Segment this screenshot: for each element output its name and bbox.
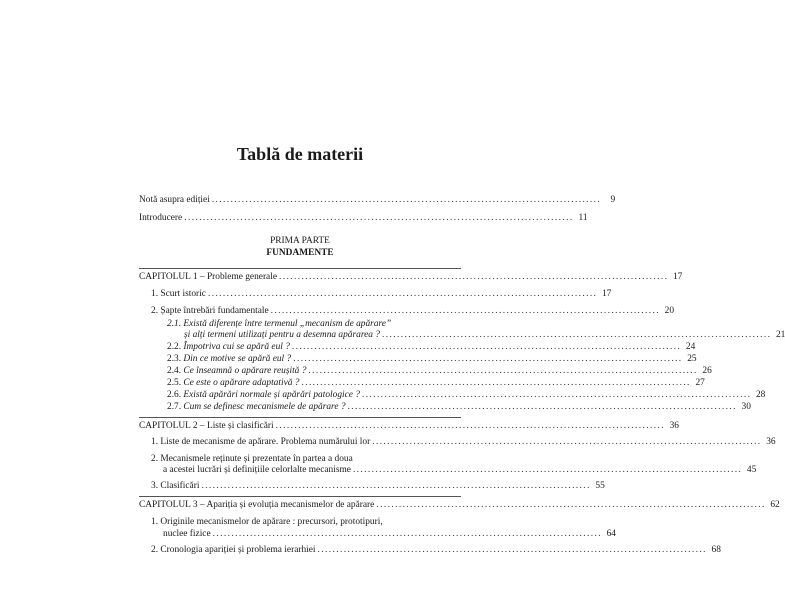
toc-section[interactable]	[151, 481, 605, 492]
toc-section[interactable]	[163, 529, 616, 540]
toc-number: 2.2.	[167, 342, 182, 352]
divider	[139, 417, 461, 418]
toc-section-line[interactable]: 2. Mecanismele reținute și prezentate în partea a doua	[151, 454, 353, 464]
toc-chapter-1[interactable]	[139, 272, 683, 283]
toc-entry-note[interactable]	[139, 195, 616, 206]
toc-label: 1. Liste de mecanisme de apărare. Problema numărului lor	[151, 437, 371, 447]
toc-subsection[interactable]	[167, 378, 705, 389]
toc-label: Din ce motive se apără eul ?	[183, 354, 292, 364]
leader-dots: ........................................................................................................	[201, 481, 591, 491]
toc-label: 1. Scurt istoric	[151, 289, 206, 299]
toc-page: 62	[770, 500, 780, 510]
leader-dots: ........................................................................................................	[361, 390, 752, 400]
leader-dots: ........................................................................................................	[279, 272, 669, 282]
toc-label: CAPITOLUL 3 – Apariția și evoluția mecanismelor de apărare	[139, 500, 375, 510]
toc-number: 2.7.	[167, 402, 182, 412]
toc-page: 9	[610, 195, 616, 205]
divider	[139, 268, 461, 269]
toc-section[interactable]	[163, 465, 757, 476]
toc-section[interactable]	[151, 545, 721, 556]
toc-label: 2. Șapte întrebări fundamentale	[151, 306, 269, 316]
toc-page: 11	[578, 213, 588, 223]
leader-dots: ........................................................................................................	[372, 437, 762, 447]
toc-label: Introducere	[139, 213, 183, 223]
toc-section-line[interactable]: 1. Originile mecanismelor de apărare : precursori, prototipuri,	[151, 517, 383, 527]
leader-dots: ........................................................................................................	[352, 465, 743, 475]
toc-label: CAPITOLUL 1 – Probleme generale	[139, 272, 277, 282]
toc-number: 2.4.	[167, 366, 182, 376]
leader-dots: ........................................................................................................	[376, 500, 766, 510]
toc-chapter-2[interactable]	[139, 421, 679, 432]
toc-page: 27	[695, 378, 705, 388]
leader-dots: ........................................................................................................	[207, 289, 598, 299]
toc-subsection[interactable]	[167, 354, 697, 365]
leader-dots: ........................................................................................................	[184, 213, 574, 223]
toc-number: 2.5.	[167, 378, 182, 388]
toc-chapter-3[interactable]	[139, 500, 780, 511]
toc-page: 36	[766, 437, 776, 447]
toc-subsection[interactable]	[167, 390, 766, 401]
page-title: Tablă de materii	[236, 144, 364, 164]
toc-page: 26	[702, 366, 712, 376]
toc-page: 68	[711, 545, 721, 555]
toc-label: 2. Cronologia apariției și problema ierarhiei	[151, 545, 316, 555]
leader-dots: ........................................................................................................	[212, 529, 602, 539]
leader-dots: ........................................................................................................	[291, 342, 682, 352]
toc-page: 20	[664, 306, 675, 316]
toc-label: 3. Clasificări	[151, 481, 200, 491]
toc-label: Ce înseamnă o apărare reușită ?	[183, 366, 307, 376]
toc-subsection-line[interactable]: 2.1. Există diferențe între termenul „mecanism de apărare”	[167, 319, 392, 329]
toc-label: Cum se definesc mecanismele de apărare ?	[183, 402, 346, 412]
leader-dots: ........................................................................................................	[317, 545, 707, 555]
part-name: PRIMA PARTE	[270, 236, 330, 246]
leader-dots: ........................................................................................................	[275, 421, 665, 431]
toc-page: 55	[595, 481, 605, 491]
toc-page: 17	[601, 289, 612, 299]
toc-page: 21	[775, 330, 785, 340]
toc-page: 64	[606, 529, 616, 539]
toc-section[interactable]	[151, 306, 675, 317]
toc-label: Ce este o apărare adaptativă ?	[183, 378, 300, 388]
toc-subsection[interactable]	[167, 342, 696, 353]
leader-dots: ........................................................................................................	[270, 306, 661, 316]
leader-dots: ........................................................................................................	[301, 378, 691, 388]
toc-page: 25	[687, 354, 697, 364]
toc-subsection[interactable]	[167, 366, 712, 377]
toc-section[interactable]	[151, 289, 612, 300]
divider	[139, 496, 461, 497]
toc-page: 30	[741, 402, 751, 412]
toc-label: Împotriva cui se apără eul ?	[183, 342, 290, 352]
toc-subsection[interactable]	[167, 402, 751, 413]
leader-dots: ........................................................................................................	[293, 354, 683, 364]
part-subtitle: FUNDAMENTE	[266, 248, 334, 258]
toc-number: 2.6.	[167, 390, 182, 400]
toc-page: 24	[685, 342, 696, 352]
toc-label: a acestei lucrări și definițiile celorlalte mecanisme	[163, 465, 351, 475]
toc-page: 28	[755, 390, 766, 400]
toc-subsection[interactable]	[184, 330, 785, 341]
toc-label: Există apărări normale și apărări patologice ?	[183, 390, 360, 400]
toc-label: și alți termeni utilizați pentru a desemna apărarea ?	[184, 330, 380, 340]
toc-section[interactable]	[151, 437, 776, 448]
leader-dots: ........................................................................................................	[211, 195, 602, 205]
toc-page: 45	[746, 465, 757, 475]
toc-label: nuclee fizice	[163, 529, 211, 539]
toc-page: 36	[669, 421, 679, 431]
leader-dots: ........................................................................................................	[382, 330, 772, 340]
leader-dots: ........................................................................................................	[308, 366, 698, 376]
toc-entry-introduction[interactable]	[139, 213, 588, 224]
toc-label: CAPITOLUL 2 – Liste și clasificări	[139, 421, 274, 431]
leader-dots: ........................................................................................................	[347, 402, 737, 412]
toc-page: 17	[672, 272, 683, 282]
toc-number: 2.3.	[167, 354, 182, 364]
toc-label: Notă asupra ediției	[139, 195, 210, 205]
